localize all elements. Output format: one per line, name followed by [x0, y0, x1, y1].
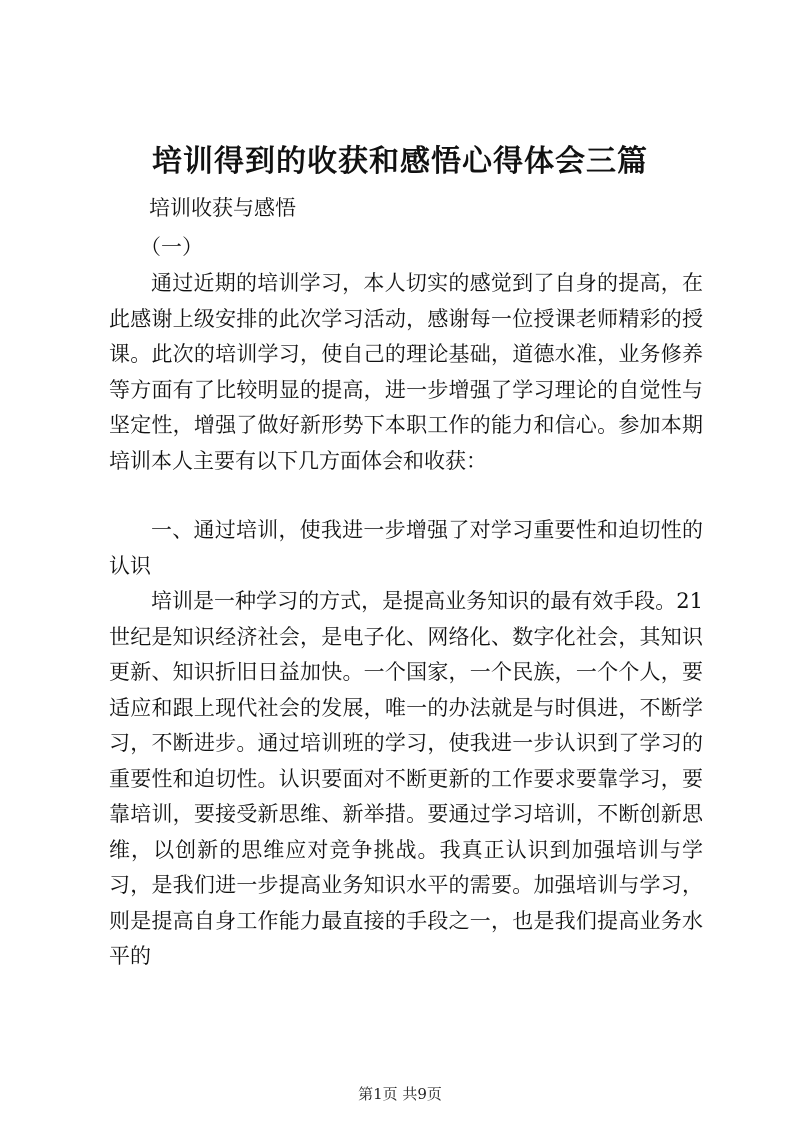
section-number: （一） [140, 235, 203, 259]
body-text-block-2 [109, 513, 703, 584]
body-text-block-1 [109, 266, 703, 479]
document-title: 培训得到的收获和感悟心得体会三篇 [152, 144, 648, 179]
paragraph-heading-one: 一、通过培训，使我进一步增强了对学习重要性和迫切性的认识 [109, 518, 703, 578]
document-subtitle: 培训收获与感悟 [149, 196, 296, 220]
paragraph-intro: 通过近期的培训学习，本人切实的感觉到了自身的提高，在此感谢上级安排的此次学习活动，感谢每一位授课老师精彩的授课。此次的培训学习，使自己的理论基础，道德水准，业务修养等方面有了比较明显的提高，进一步增强了学习理论的自觉性与坚定性，增强了做好新形势下本职工作的能力和信心。参加本期培训本人主要有以下几方面体会和收获： [109, 271, 703, 473]
body-text-block-3 [109, 584, 703, 975]
page-footer: 第1页 共9页 [358, 1085, 442, 1103]
paragraph-training: 培训是一种学习的方式，是提高业务知识的最有效手段。21世纪是知识经济社会，是电子化、网络化、数字化社会，其知识更新、知识折旧日益加快。一个国家，一个民族，一个个人，要适应和跟上现代社会的发展，唯一的办法就是与时俱进，不断学习，不断进步。通过培训班的学习，使我进一步认识到了学习的重要性和迫切性。认识要面对不断更新的工作要求要靠学习，要靠培训，要接受新思维、新举措。要通过学习培训，不断创新思维，以创新的思维应对竞争挑战。我真正认识到加强培训与学习，是我们进一步提高业务知识水平的需要。加强培训与学习，则是提高自身工作能力最直接的手段之一，也是我们提高业务水平的 [109, 589, 703, 968]
